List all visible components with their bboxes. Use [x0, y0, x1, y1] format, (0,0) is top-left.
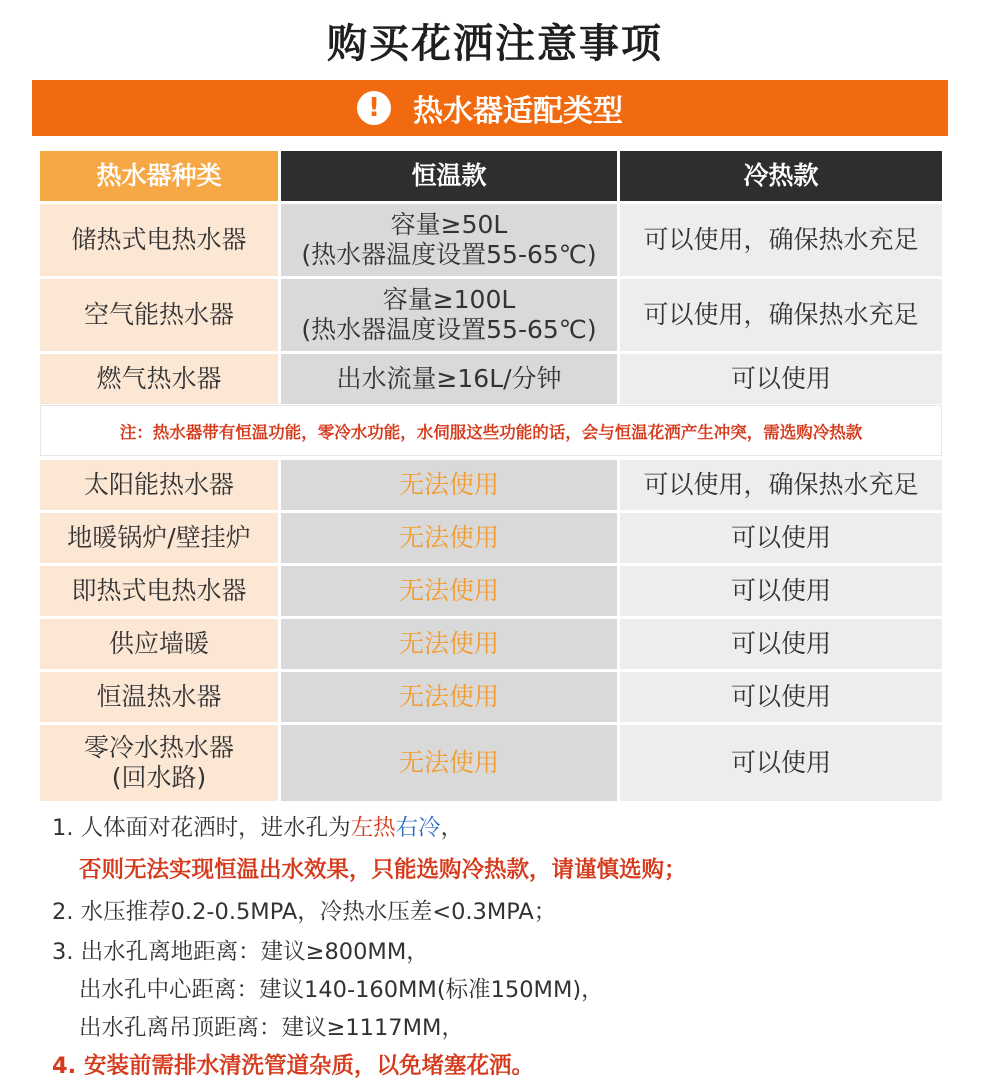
note-1-warning: 否则无法实现恒温出水效果，只能选购冷热款，请谨慎选购；	[79, 857, 687, 883]
header-cold-hot: 冷热款	[620, 151, 942, 201]
table-row-type: 地暖锅炉/壁挂炉	[40, 513, 278, 563]
note-1: 1. 人体面对花洒时，进水孔为左热右冷，	[52, 815, 464, 841]
table-row-coldhot: 可以使用	[620, 354, 942, 404]
header-heater-type: 热水器种类	[40, 151, 278, 201]
table-row-constant: 无法使用	[281, 513, 617, 563]
conflict-note: 注：热水器带有恒温功能，零冷水功能，水伺服这些功能的话，会与恒温花洒产生冲突，需选购冷热款	[40, 405, 942, 456]
table-row-constant: 容量≥100L (热水器温度设置55-65℃)	[281, 279, 617, 351]
section-banner	[32, 80, 948, 136]
table-row-type: 即热式电热水器	[40, 566, 278, 616]
banner-title: 热水器适配类型	[413, 94, 623, 129]
note-3: 3. 出水孔离地距离：建议≥800MM，	[52, 939, 429, 965]
table-row-type: 太阳能热水器	[40, 460, 278, 510]
table-row-constant: 无法使用	[281, 672, 617, 722]
table-row-constant: 容量≥50L (热水器温度设置55-65℃)	[281, 204, 617, 276]
table-row-type: 供应墙暖	[40, 619, 278, 669]
header-constant-temp: 恒温款	[281, 151, 617, 201]
table-row-constant: 无法使用	[281, 566, 617, 616]
table-row-coldhot: 可以使用，确保热水充足	[620, 204, 942, 276]
table-row-coldhot: 可以使用	[620, 513, 942, 563]
exclamation-icon: !	[357, 91, 391, 125]
compat-table-top	[40, 151, 942, 404]
table-row-type: 恒温热水器	[40, 672, 278, 722]
page-title: 购买花洒注意事项	[327, 21, 663, 67]
table-row-coldhot: 可以使用	[620, 672, 942, 722]
note-3-center: 出水孔中心距离：建议140-160MM(标准150MM)，	[79, 977, 604, 1003]
cold-side-label: 右冷	[395, 815, 441, 841]
note-3-ceiling: 出水孔离吊顶距离：建议≥1117MM，	[79, 1015, 464, 1041]
table-row-constant: 无法使用	[281, 460, 617, 510]
table-row-coldhot: 可以使用	[620, 566, 942, 616]
table-row-coldhot: 可以使用	[620, 619, 942, 669]
table-row-constant: 无法使用	[281, 725, 617, 801]
note-4: 4. 安装前需排水清洗管道杂质，以免堵塞花洒。	[52, 1053, 535, 1079]
table-row-coldhot: 可以使用，确保热水充足	[620, 279, 942, 351]
compat-table-bottom	[40, 460, 942, 801]
table-row-type: 燃气热水器	[40, 354, 278, 404]
table-row-type: 储热式电热水器	[40, 204, 278, 276]
table-row-constant: 无法使用	[281, 619, 617, 669]
note-2: 2. 水压推荐0.2-0.5MPA，冷热水压差<0.3MPA；	[52, 899, 557, 925]
table-row-type: 零冷水热水器 (回水路)	[40, 725, 278, 801]
table-row-coldhot: 可以使用，确保热水充足	[620, 460, 942, 510]
hot-side-label: 左热	[350, 815, 396, 841]
table-row-constant: 出水流量≥16L/分钟	[281, 354, 617, 404]
table-row-coldhot: 可以使用	[620, 725, 942, 801]
table-row-type: 空气能热水器	[40, 279, 278, 351]
